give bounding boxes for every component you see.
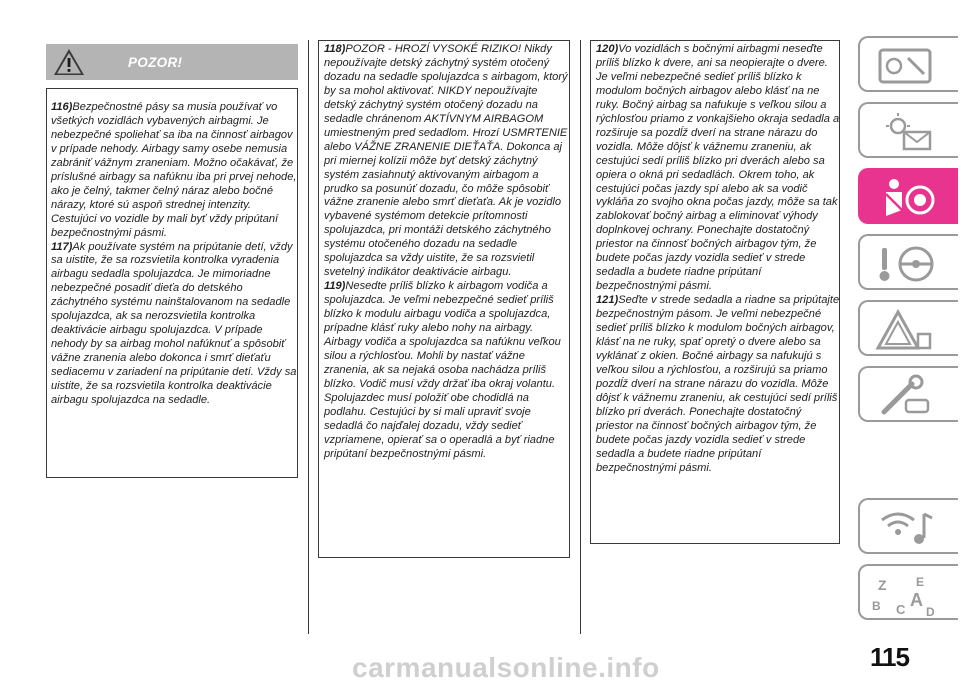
right-column-text	[596, 43, 840, 476]
svg-text:Z: Z	[878, 577, 887, 593]
item-text: Nesedte príliš blízko k airbagom vodiča a spolujazdca. Je veľmi nebezpečné sedieť príliš blízko k modulu airbagu vodiča a spolujazdca, prípadne klásť ruky alebo nohy na airbagy. Airbagy vodiča a spolujazdca sa nafúknu veľkou silou a rýchlosťou. Mohli by nastať vážne zranenia, ak sa nejaká osoba nachádza príliš blízko. Vodič musí vždy držať iba okraj volantu. Spolujazdec musí položiť obe chodidlá na podlahu. Cestujúci by si mali upraviť svoje sedadlá čo najďalej dozadu, vždy sedieť vzpriamene, opierať sa o operadlá a byť riadne pripútaní bezpečnostnými pásmi.	[324, 280, 561, 460]
item-text: POZOR - HROZÍ VYSOKÉ RIZIKO! Nikdy nepoužívajte detský záchytný systém otočený dozadu na sedadle spolujazdca s airbagom, ktorý by sa mohol aktivovať. NIKDY nepoužívajte detský záchytný systém otočený dozadu na sedadle chránenom AKTÍVNYM AIRBAGOM umiestneným pred sedadlom. Hrozí USMRTENIE alebo VÁŽNE ZRANENIE DIEŤAŤA. Dokonca aj pri miernej kolízii môže byť detský záchytný systém zasiahnutý aktivovaným airbagom a prudko sa posunúť dozadu, čo môže spôsobiť vážne zranenie alebo smrť dieťaťa. Ak je vozidlo vybavené systémom detekcie prítomnosti spolujazdca, pri montáži detského záchytného systému otočeného dozadu na sedadle spolujazdca sa vždy uistite, že sa rozsvietil svetelný indikátor deaktivácie airbagu.	[324, 43, 568, 279]
steering-wheel-icon	[872, 242, 942, 286]
side-tab-driving[interactable]	[858, 234, 958, 290]
seatbelt-airbag-icon	[872, 176, 942, 220]
svg-text:B: B	[872, 599, 881, 613]
item-text: Bezpečnostné pásy sa musia používať vo všetkých vozidlách vybavených airbagmi. Je nebezpečné spoliehať sa iba na činnosť airbagov v prípade nehody. Airbagy samy osebe nemusia zabrániť vážnym zraneniam. Možno očakávať, že príslušné airbagy sa nafúknu iba pri prvej nehode, ako je čelný, takmer čelný náraz alebo bočné nárazy, ktoré sú aspoň strednej intenzity. Cestujúci vo vozidle by mali byť vždy pripútaní bezpečnostnými pásmi.	[51, 101, 297, 239]
side-tab-emergency[interactable]	[858, 300, 958, 356]
item-number: 119)	[324, 280, 346, 293]
column-divider	[580, 40, 581, 634]
warning-lights-icon	[872, 110, 942, 154]
middle-column-text	[324, 43, 569, 462]
svg-text:C: C	[896, 602, 906, 616]
item-text: Seďte v strede sedadla a riadne sa pripútajte bezpečnostným pásom. Je veľmi nebezpečné sedieť príliš blízko k modulom bočných airbagov, klásť na ne ruky, spať opretý o dvere alebo sa vyklánať z okien. Bočné airbagy sa nafukujú s veľkou silou a rýchlosťou, a rozširujú sa priamo pozdĺž dverí na strane nárazu do vozidla. Môže dôjsť k vážnemu zraneniu, ak cestujúci sedí príliš blízko pri dverách. Ponechajte dostatočný priestor na činnosť bočných airbagov tým, že budete počas jazdy vozidla sedieť v strede sedadla a budete riadne pripútaní bezpečnostnými pásmi.	[596, 294, 840, 474]
warning-item-119	[324, 280, 569, 461]
item-number: 120)	[596, 43, 619, 55]
emergency-triangle-icon	[872, 308, 942, 352]
watermark: carmanualsonline.info	[352, 652, 660, 683]
svg-text:A: A	[910, 590, 923, 610]
warning-item-117	[51, 241, 297, 408]
car-dashboard-icon	[872, 44, 942, 88]
item-number: 121)	[596, 294, 619, 307]
left-column-text	[51, 101, 297, 408]
side-tab-dashboard[interactable]	[858, 36, 958, 92]
multimedia-icon	[872, 506, 942, 550]
item-text: Ak používate systém na pripútanie detí, vždy sa uistite, že sa rozsvietila kontrolka vyradenia airbagu sedadla spolujazdca. Je mimoriadne nebezpečné posadiť dieťa do detského záchytného systému nainštalovanom na sedadle spolujazdca, ak sa nerozsvietila kontrolka deaktivácie airbagu spolujazdca. V prípade nehody by sa airbag mohol nafúknuť a spôsobiť vážne zranenia alebo dokonca i smrť dieťaťu sediacemu v zariadení na pripútanie detí. Vždy sa uistite, že sa rozsvietila kontrolka deaktivácie airbagu spolujazdca na sedadle.	[51, 240, 297, 407]
column-divider	[308, 40, 309, 634]
side-tab-warning-lights[interactable]	[858, 102, 958, 158]
side-tab-multimedia[interactable]	[858, 498, 958, 554]
svg-text:D: D	[926, 605, 935, 616]
page-number: 115	[870, 642, 909, 672]
warning-item-120	[596, 43, 840, 294]
item-number: 116)	[51, 101, 73, 113]
item-text: Vo vozidlách s bočnými airbagmi neseďte príliš blízko k dvere, ani sa neopierajte o dvere. Je veľmi nebezpečné sedieť príliš blízko k modulom bočných airbagov alebo klásť na ne ruky. Bočný airbag sa nafukuje s veľkou silou a rýchlosťou priamo z vonkajšieho okraja sedadla a rozširuje sa pozdĺž dverí na strane nárazu do vozidla. Môže dôjsť k vážnemu zraneniu, ak cestujúci sedí príliš blízko pri dverách alebo sa opiera o okná pri sedadlách. Okrem toho, ak cestujúci počas jazdy spí alebo ak sa vodič vykláňa zo svojho okna počas jazdy, môže sa tak zablokovať bočný airbag a eliminovať výhody doplnkovej ochrany. Ponechajte dostatočný priestor na činnosť bočných airbagov tým, že budete počas jazdy vozidla sedieť v strede sedadla a budete riadne pripútaní bezpečnostnými pásmi.	[596, 43, 840, 293]
warning-item-121	[596, 294, 840, 475]
svg-text:E: E	[916, 575, 925, 589]
item-number: 117)	[51, 240, 73, 253]
side-tab-maintenance[interactable]	[858, 366, 958, 422]
maintenance-tools-icon	[872, 374, 942, 418]
alphabetical-index-icon	[872, 572, 942, 616]
warning-header	[46, 44, 298, 80]
warning-triangle-icon	[52, 47, 86, 77]
side-tab-index[interactable]	[858, 564, 958, 620]
warning-item-118	[324, 43, 569, 280]
warning-title: POZOR!	[128, 55, 183, 70]
item-number: 118)	[324, 43, 346, 55]
warning-item-116	[51, 101, 297, 241]
side-tab-safety[interactable]	[858, 168, 958, 224]
